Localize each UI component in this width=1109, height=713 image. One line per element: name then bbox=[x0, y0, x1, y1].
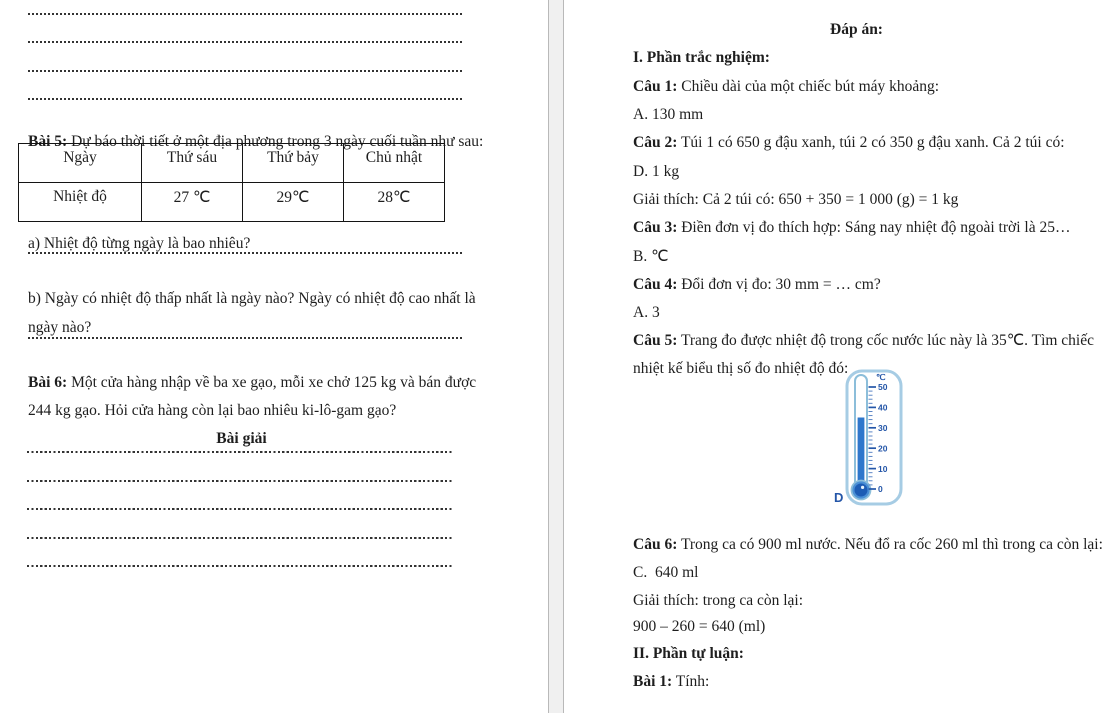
section-1-heading: I. Phần trắc nghiệm: bbox=[633, 48, 770, 66]
dotted-fill-line bbox=[28, 337, 462, 339]
explanation-2: Giải thích: Cả 2 túi có: 650 + 350 = 1 000 (g) = 1 kg bbox=[633, 190, 959, 208]
dashed-fill-line bbox=[27, 480, 453, 482]
table-header-cell: Chủ nhật bbox=[344, 144, 445, 183]
thermometer-scale-label: 50 bbox=[878, 382, 888, 392]
answer-2: D. 1 kg bbox=[633, 162, 680, 180]
thermometer-scale-label: 40 bbox=[878, 402, 888, 413]
question-1: Câu 1: Chiều dài của một chiếc bút máy khoảng: bbox=[633, 77, 940, 95]
table-header-row bbox=[19, 144, 445, 183]
table-cell: 27 ℃ bbox=[142, 183, 243, 222]
question-1-label: Câu 1: bbox=[633, 77, 678, 95]
question-5-label: Câu 5: bbox=[633, 331, 678, 349]
weather-forecast-table bbox=[18, 143, 445, 222]
table-data-row bbox=[19, 183, 445, 222]
thermometer-unit-label: ℃ bbox=[876, 372, 886, 382]
question-b-line2: ngày nào? bbox=[28, 318, 92, 336]
question-4-label: Câu 4: bbox=[633, 275, 678, 293]
answers-title: Đáp án: bbox=[830, 20, 883, 38]
thermometer-scale-label: 20 bbox=[878, 443, 888, 454]
table-cell: 28℃ bbox=[344, 183, 445, 222]
exercise-6-statement-line1: Bài 6: Một cửa hàng nhập về ba xe gạo, mỗi xe chở 125 kg và bán được bbox=[28, 373, 477, 391]
dotted-fill-line bbox=[28, 13, 462, 15]
question-3: Câu 3: Điền đơn vị đo thích hợp: Sáng nay nhiệt độ ngoài trời là 25… bbox=[633, 218, 1071, 236]
equation-6: 900 – 260 = 640 (ml) bbox=[633, 617, 766, 635]
dashed-fill-line bbox=[27, 537, 453, 539]
section-2-heading: II. Phần tự luận: bbox=[633, 644, 744, 662]
thermometer-scale-label: 0 bbox=[878, 484, 883, 494]
solution-heading: Bài giải bbox=[216, 429, 267, 447]
question-6: Câu 6: Trong ca có 900 ml nước. Nếu đổ ra cốc 260 ml thì trong ca còn lại: bbox=[633, 535, 1103, 553]
answer-4: A. 3 bbox=[633, 303, 660, 321]
table-cell: 29℃ bbox=[243, 183, 344, 222]
document-page-left bbox=[0, 0, 549, 713]
table-header-cell: Ngày bbox=[19, 144, 142, 183]
dotted-fill-line bbox=[28, 252, 462, 254]
exercise-5-statement: Bài 5: Dự báo thời tiết ở một địa phương trong 3 ngày cuối tuần như sau: bbox=[28, 132, 484, 150]
exercise-6-statement-line2: 244 kg gạo. Hỏi cửa hàng còn lại bao nhiêu ki-lô-gam gạo? bbox=[28, 401, 397, 419]
dotted-fill-line bbox=[28, 98, 462, 100]
question-3-label: Câu 3: bbox=[633, 218, 678, 236]
explanation-6: Giải thích: trong ca còn lại: bbox=[633, 591, 804, 609]
question-5-line1: Câu 5: Trang đo được nhiệt độ trong cốc nước lúc này là 35℃. Tìm chiếc bbox=[633, 331, 1094, 349]
table-cell: Nhiệt độ bbox=[19, 183, 142, 222]
table-header-cell: Thứ bảy bbox=[243, 144, 344, 183]
question-5-line2: nhiệt kế biểu thị số đo nhiệt độ đó: bbox=[633, 359, 849, 377]
answer-1: A. 130 mm bbox=[633, 105, 704, 123]
document-page-right bbox=[563, 0, 1109, 713]
question-b-line1: b) Ngày có nhiệt độ thấp nhất là ngày nào? Ngày có nhiệt độ cao nhất là bbox=[28, 289, 476, 307]
answer-6: C. 640 ml bbox=[633, 563, 699, 581]
thermometer-scale-label: 10 bbox=[878, 464, 888, 474]
exercise-6-label: Bài 6: bbox=[28, 373, 68, 391]
exercise-1-statement: Bài 1: Tính: bbox=[633, 672, 710, 690]
thermometer-scale-label: 30 bbox=[878, 423, 888, 433]
thermometer-choice-label: D bbox=[834, 490, 844, 505]
dashed-fill-line bbox=[27, 451, 453, 453]
question-6-label: Câu 6: bbox=[633, 535, 678, 553]
table-header-cell: Thứ sáu bbox=[142, 144, 243, 183]
question-4: Câu 4: Đổi đơn vị đo: 30 mm = … cm? bbox=[633, 275, 881, 293]
question-2: Câu 2: Túi 1 có 650 g đậu xanh, túi 2 có 350 g đậu xanh. Cả 2 túi có: bbox=[633, 133, 1065, 151]
answer-3: B. ℃ bbox=[633, 247, 669, 265]
thermometer-icon bbox=[845, 369, 903, 506]
dashed-fill-line bbox=[27, 565, 453, 567]
dashed-fill-line bbox=[27, 508, 453, 510]
dotted-fill-line bbox=[28, 70, 462, 72]
dotted-fill-line bbox=[28, 41, 462, 43]
question-2-label: Câu 2: bbox=[633, 133, 678, 151]
thermometer-figure bbox=[829, 369, 907, 510]
exercise-1-label: Bài 1: bbox=[633, 672, 673, 690]
question-a: a) Nhiệt độ từng ngày là bao nhiêu? bbox=[28, 234, 251, 252]
exercise-5-label: Bài 5: bbox=[28, 132, 68, 150]
